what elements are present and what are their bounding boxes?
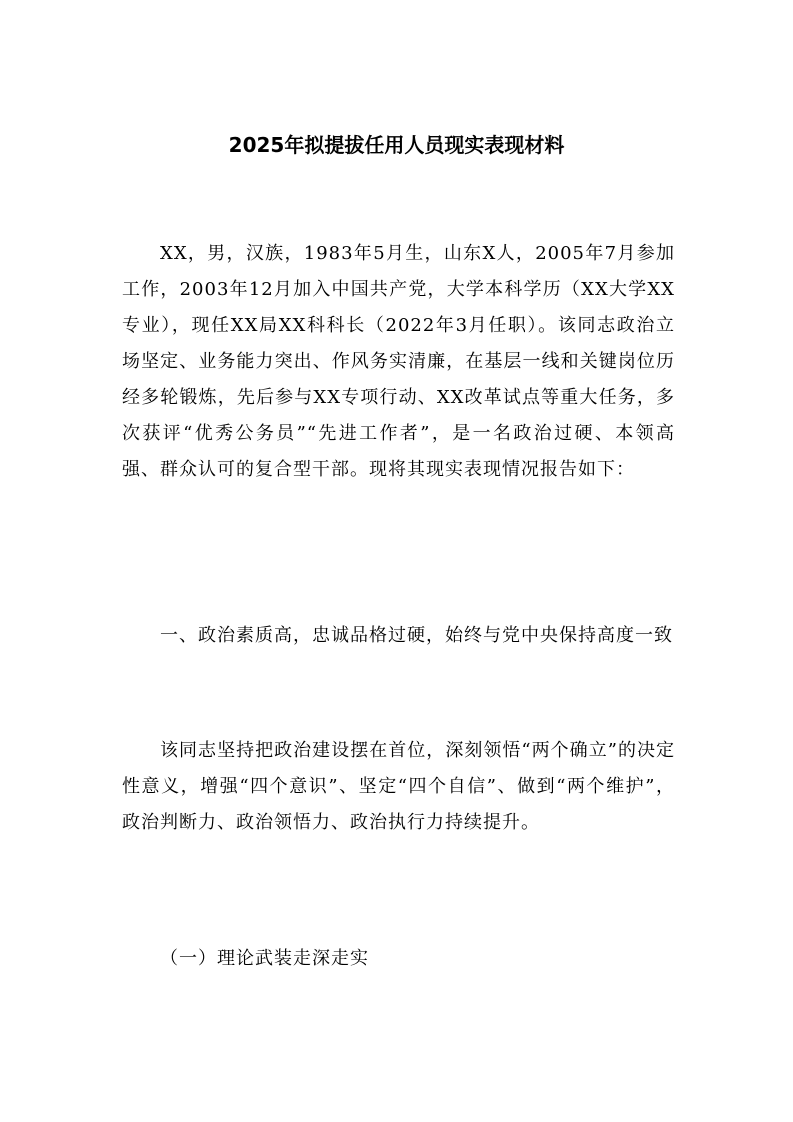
subsection-heading-1: （一）理论武装走深走实	[160, 948, 369, 969]
intro-paragraph: XX，男，汉族，1983年5月生，山东X人，2005年7月参加工作，2003年12月加入中国共产党，大学本科学历（XX大学XX专业），现任XX局XX科科长（2022年3月任职）。该同志政治立场坚定、业务能力突出、作风务实清廉，在基层一线和关键岗位历经多轮锻炼，先后参与XX专项行动、XX改革试点等重大任务，多次获评“优秀公务员”“先进工作者”，是一名政治过硬、本领高强、群众认可的复合型干部。现将其现实表现情况报告如下：	[122, 243, 675, 480]
section-body-paragraph: 该同志坚持把政治建设摆在首位，深刻领悟“两个确立”的决定性意义，增强“四个意识”、坚定“四个自信”、做到“两个维护”，政治判断力、政治领悟力、政治执行力持续提升。	[122, 740, 675, 833]
document-title: 2025年拟提拔任用人员现实表现材料	[228, 133, 565, 157]
section-heading-1: 一、政治素质高，忠诚品格过硬，始终与党中央保持高度一致	[160, 625, 673, 646]
